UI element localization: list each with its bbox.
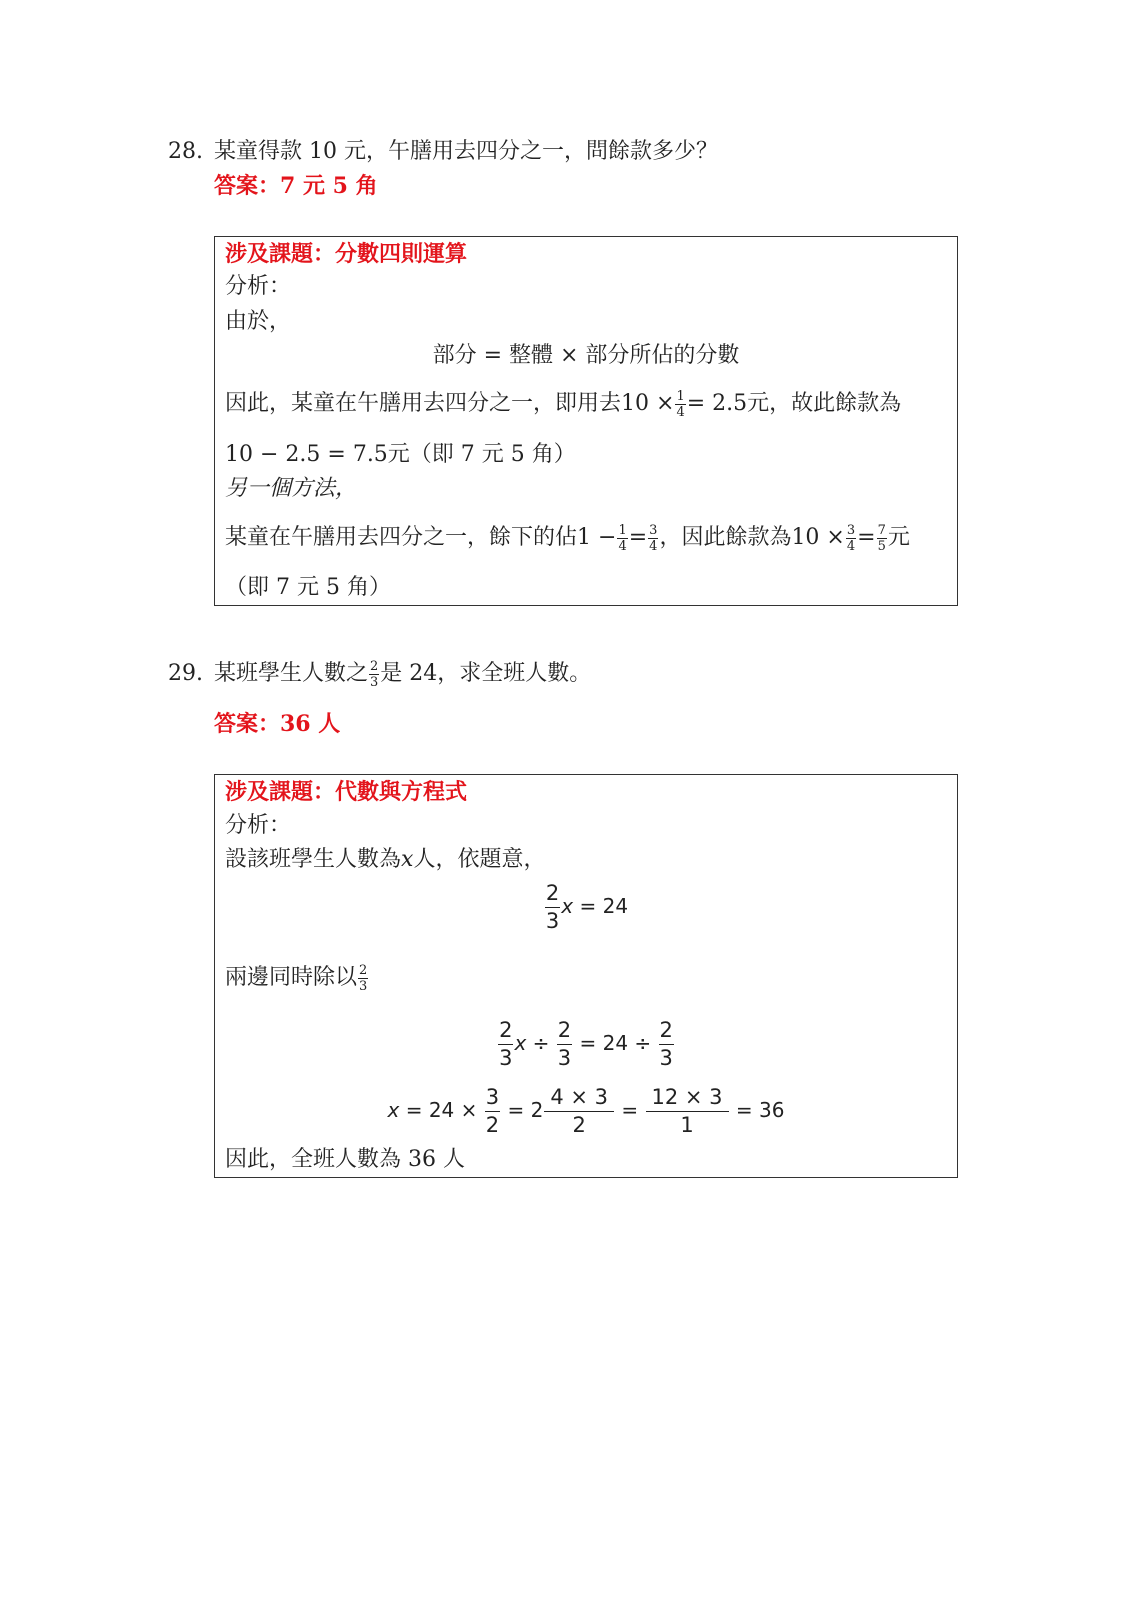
topic-label: 涉及課題：代數與方程式: [225, 779, 468, 805]
fraction: $\frac{2}{3}$: [545, 881, 560, 933]
equation-2: $\frac{2}{3}$ x ÷ $\frac{2}{3}$ = 24 ÷ $\frac{2}{3}$: [499, 1018, 673, 1070]
equation-1: $\frac{2}{3}$ x = 24: [545, 881, 629, 933]
fraction: $\frac{2}{3}$: [359, 962, 368, 994]
fraction: $\frac{3}{4}$: [649, 522, 658, 554]
question-28: [168, 137, 718, 167]
fraction: $\frac{7}{5}$: [877, 522, 886, 554]
analysis-label: 分析：: [225, 274, 292, 299]
formula: 部分 = 整體 × 部分所佔的分數: [432, 343, 740, 368]
equation-3: x = 24 × $\frac{3}{2}$ = 2 $\frac{4 \times 3}{2}$ = $\frac{12 \times 3}{1}$ = 36: [387, 1085, 785, 1137]
alternative-step: 某童在午膳用去四分之一，餘下的佔1 − $\frac{1}{4}$ = $\frac{3}{4}$ ，因此餘款為10 × $\frac{3}{4}$ = $\frac{7}{5}$ 元: [225, 522, 910, 554]
topic-label: 涉及課題：分數四則運算: [225, 241, 468, 267]
fraction: $\frac{2}{3}$: [659, 1018, 673, 1070]
fraction: $\frac{2}{3}$: [557, 1018, 572, 1070]
fraction: $\frac{2}{3}$: [370, 658, 379, 690]
analysis-box-29: [214, 774, 958, 1178]
fraction: $\frac{1}{4}$: [676, 388, 685, 420]
answer-28: 答案：7 元 5 角: [214, 173, 378, 199]
alternative-note: （即 7 元 5 角）: [225, 575, 391, 600]
step-1: 因此，某童在午膳用去四分之一，即用去10 × $\frac{1}{4}$ = 2.5元，故此餘款為: [225, 388, 902, 420]
since-label: 由於，: [225, 309, 292, 334]
fraction: $\frac{3}{2}$: [485, 1085, 500, 1137]
conclusion: 因此，全班人數為 36 人: [225, 1147, 465, 1172]
analysis-box-28: [214, 236, 958, 606]
question-29: 29. 某班學生人數之 $\frac{2}{3}$ 是 24，求全班人數。: [168, 658, 592, 690]
question-text: 某童得款 10 元，午膳用去四分之一，問餘款多少？: [214, 139, 718, 164]
fraction: $\frac{4 \times 3}{2}$: [544, 1087, 614, 1136]
let-statement: 設該班學生人數為x人，依題意，: [225, 847, 546, 872]
divide-statement: 兩邊同時除以 $\frac{2}{3}$: [225, 962, 368, 994]
fraction: $\frac{2}{3}$: [499, 1018, 513, 1070]
fraction: $\frac{1}{4}$: [618, 522, 627, 554]
question-number: 28.: [168, 139, 203, 164]
fraction: $\frac{3}{4}$: [846, 522, 856, 554]
step-2: 10 − 2.5 = 7.5元（即 7 元 5 角）: [225, 442, 576, 467]
alternative-method-label: 另一個方法，: [225, 476, 358, 501]
analysis-label: 分析：: [225, 813, 292, 838]
fraction: $\frac{12 \times 3}{1}$: [646, 1087, 729, 1136]
answer-29: 答案：36 人: [214, 711, 341, 737]
question-number: 29.: [168, 661, 203, 686]
